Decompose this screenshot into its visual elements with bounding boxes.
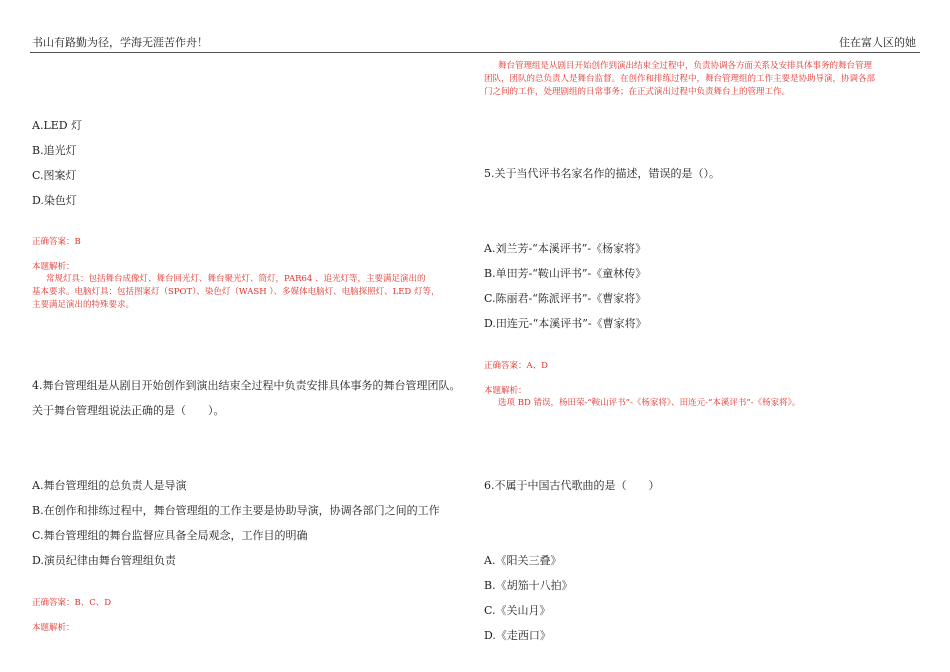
header-motto: 书山有路勤为径，学海无涯苦作舟！ [32, 36, 208, 49]
q4-stem-line-1: 4.舞台管理组是从剧目开始创作到演出结束全过程中负责安排具体事务的舞台管理团队。 [32, 379, 461, 392]
q6-option-b: B.《胡笳十八拍》 [484, 579, 573, 592]
q3-option-a: A.LED 灯 [32, 119, 83, 132]
q4-analysis-line-2: 团队，团队的总负责人是舞台监督。在创作和排练过程中，舞台管理组的工作主要是协助导演，协调各部 [484, 74, 876, 84]
q3-option-c: C.图案灯 [32, 169, 77, 182]
q3-analysis-line-2: 基本要求。电脑灯具：包括图案灯（SPOT）、染色灯（WASH ）、多媒体电脑灯、电脑探照灯、LED 灯等， [32, 287, 440, 297]
q6-option-a: A.《阳关三叠》 [484, 554, 562, 567]
q6-option-d: D.《走西口》 [484, 629, 551, 642]
q4-option-c: C.舞台管理组的舞台监督应具备全局观念，工作目的明确 [32, 529, 308, 542]
q5-analysis-line-1: 选项 BD 错误，杨田荣-“鞍山评书”-《杨家将》、田连元-“本溪评书”-《杨家将》。 [498, 398, 801, 408]
q4-answer: 正确答案：B、C、D [32, 598, 112, 608]
q3-analysis-label: 本题解析： [32, 262, 75, 272]
q3-analysis-line-3: 主要满足演出的特殊要求。 [32, 300, 135, 310]
q5-option-a: A.刘兰芳-“本溪评书”-《杨家将》 [484, 242, 647, 255]
q5-option-c: C.陈丽君-“陈派评书”-《曹家将》 [484, 292, 647, 305]
header-divider [30, 52, 920, 53]
q5-analysis-label: 本题解析： [484, 386, 527, 396]
q5-answer: 正确答案：A、D [484, 361, 548, 371]
q4-analysis-label: 本题解析： [32, 623, 75, 633]
q5-option-d: D.田连元-“本溪评书”-《曹家将》 [484, 317, 647, 330]
q4-option-b: B.在创作和排练过程中，舞台管理组的工作主要是协助导演，协调各部门之间的工作 [32, 504, 440, 517]
header-author: 住在富人区的她 [839, 36, 916, 49]
q4-analysis-line-3: 门之间的工作，处理剧组的日常事务；在正式演出过程中负责舞台上的管理工作。 [484, 87, 791, 97]
q4-option-a: A.舞台管理组的总负责人是导演 [32, 479, 187, 492]
q6-stem: 6.不属于中国古代歌曲的是（ ） [484, 479, 660, 492]
q3-answer: 正确答案：B [32, 237, 81, 247]
q3-option-b: B.追光灯 [32, 144, 77, 157]
q4-analysis-line-1: 舞台管理组是从剧目开始创作到演出结束全过程中，负责协调各方面关系及安排具体事务的舞台管理 [498, 61, 873, 71]
q3-option-d: D.染色灯 [32, 194, 77, 207]
q3-analysis-line-1: 常规灯具：包括舞台成像灯、舞台回光灯、舞台聚光灯、筒灯，PAR64 、追光灯等，主要满足演出的 [46, 274, 426, 284]
q5-stem: 5.关于当代评书名家名作的描述，错误的是（）。 [484, 167, 720, 180]
q4-option-d: D.演员纪律由舞台管理组负责 [32, 554, 176, 567]
q6-option-c: C.《关山月》 [484, 604, 551, 617]
q4-stem-line-2: 关于舞台管理组说法正确的是（ ）。 [32, 404, 225, 417]
q5-option-b: B.单田芳-“鞍山评书”-《童林传》 [484, 267, 647, 280]
